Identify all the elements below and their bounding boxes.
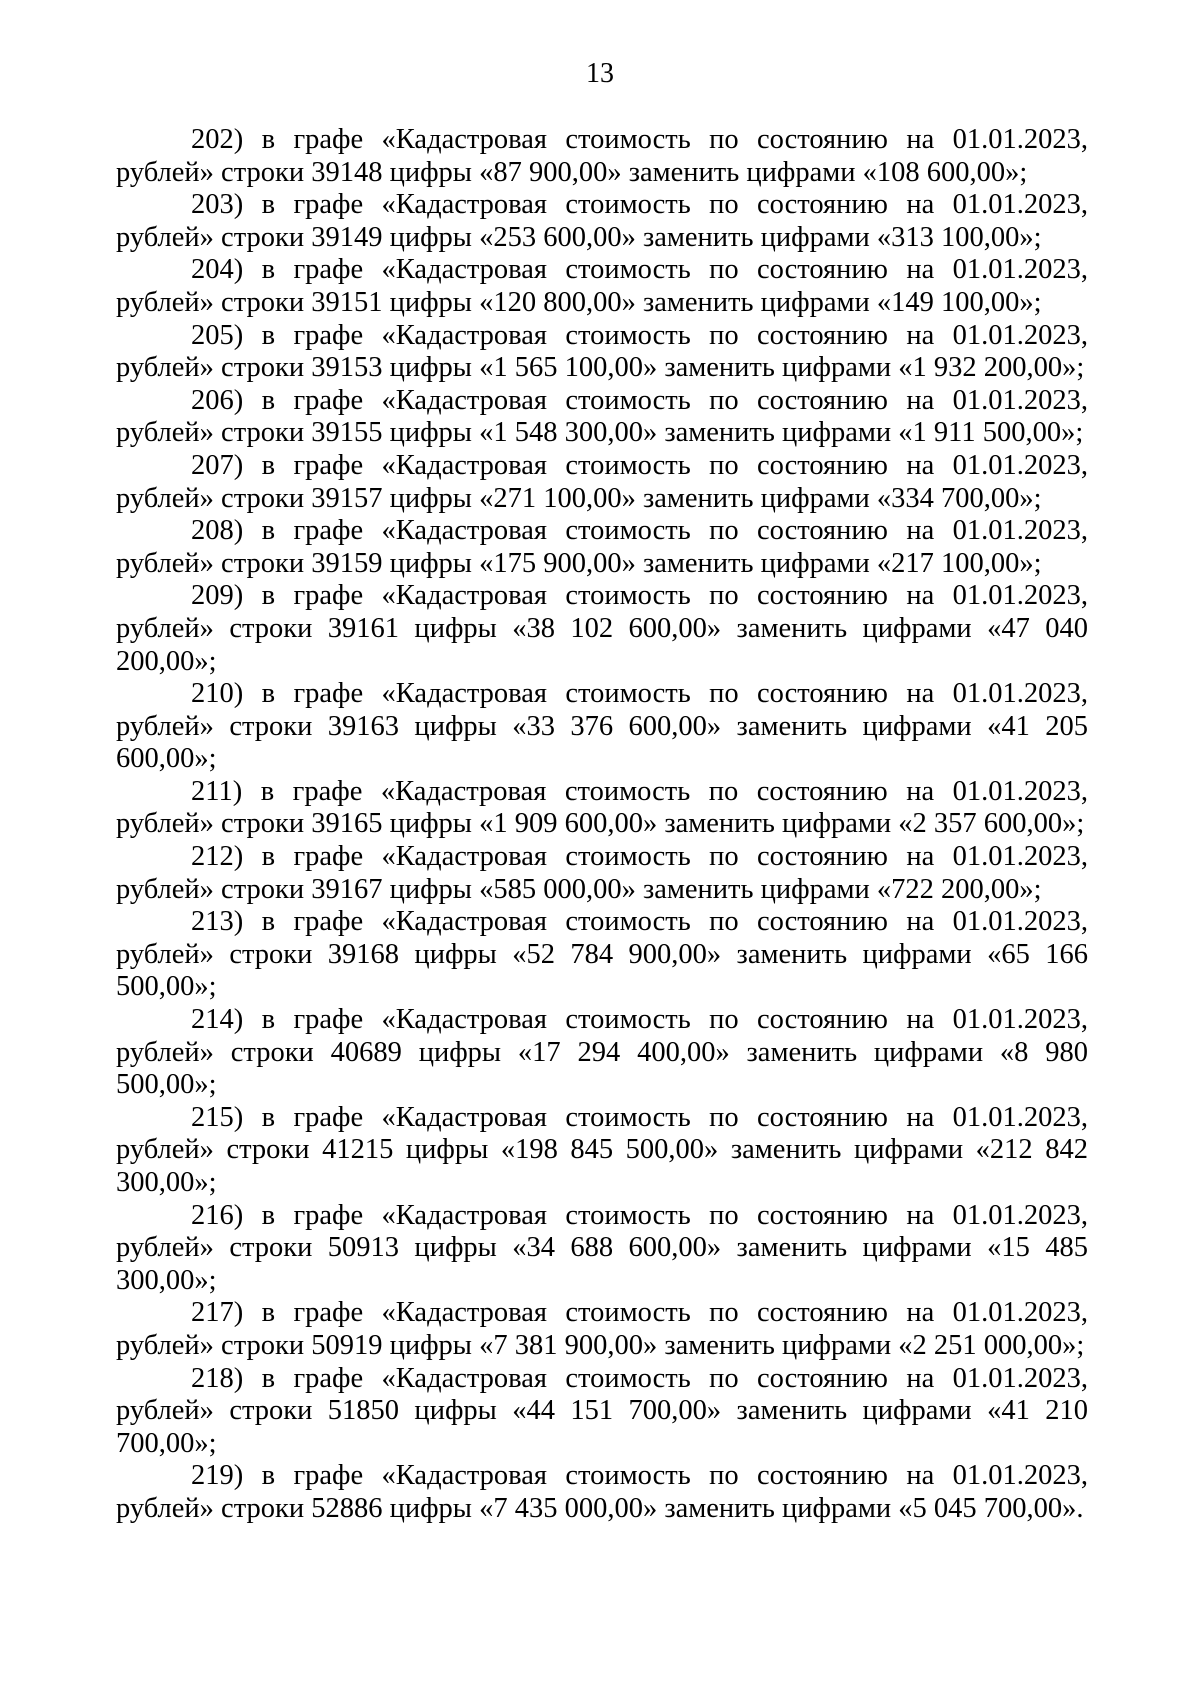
amendment-item-212: 212) в графе «Кадастровая стоимость по состоянию на 01.01.2023, рублей» строки 39167 цифры «585 000,00» заменить цифрами «722 200,00»; <box>116 841 1088 905</box>
amendment-item-219: 219) в графе «Кадастровая стоимость по состоянию на 01.01.2023, рублей» строки 52886 цифры «7 435 000,00» заменить цифрами «5 045 700,00». <box>116 1460 1088 1524</box>
amendment-item-214: 214) в графе «Кадастровая стоимость по состоянию на 01.01.2023, рублей» строки 40689 цифры «17 294 400,00» заменить цифрами «8 980 500,00»; <box>116 1004 1088 1101</box>
amendment-item-204: 204) в графе «Кадастровая стоимость по состоянию на 01.01.2023, рублей» строки 39151 цифры «120 800,00» заменить цифрами «149 100,00»; <box>116 254 1088 318</box>
amendment-item-203: 203) в графе «Кадастровая стоимость по состоянию на 01.01.2023, рублей» строки 39149 цифры «253 600,00» заменить цифрами «313 100,00»; <box>116 189 1088 253</box>
amendment-item-218: 218) в графе «Кадастровая стоимость по состоянию на 01.01.2023, рублей» строки 51850 цифры «44 151 700,00» заменить цифрами «41 210 700,00»; <box>116 1362 1088 1459</box>
document-body <box>116 124 1088 1526</box>
amendment-item-209: 209) в графе «Кадастровая стоимость по состоянию на 01.01.2023, рублей» строки 39161 цифры «38 102 600,00» заменить цифрами «47 040 200,00»; <box>116 580 1088 677</box>
amendment-item-213: 213) в графе «Кадастровая стоимость по состоянию на 01.01.2023, рублей» строки 39168 цифры «52 784 900,00» заменить цифрами «65 166 500,00»; <box>116 906 1088 1003</box>
amendment-item-215: 215) в графе «Кадастровая стоимость по состоянию на 01.01.2023, рублей» строки 41215 цифры «198 845 500,00» заменить цифрами «212 842 300,00»; <box>116 1101 1088 1198</box>
amendment-item-206: 206) в графе «Кадастровая стоимость по состоянию на 01.01.2023, рублей» строки 39155 цифры «1 548 300,00» заменить цифрами «1 911 500,00»; <box>116 384 1088 449</box>
amendment-item-210: 210) в графе «Кадастровая стоимость по состоянию на 01.01.2023, рублей» строки 39163 цифры «33 376 600,00» заменить цифрами «41 205 600,00»; <box>116 678 1088 775</box>
amendment-item-202: 202) в графе «Кадастровая стоимость по состоянию на 01.01.2023, рублей» строки 39148 цифры «87 900,00» заменить цифрами «108 600,00»; <box>116 124 1088 188</box>
page-number: 13 <box>586 58 614 89</box>
amendment-item-217: 217) в графе «Кадастровая стоимость по состоянию на 01.01.2023, рублей» строки 50919 цифры «7 381 900,00» заменить цифрами «2 251 000,00»; <box>116 1297 1088 1361</box>
amendment-item-211: 211) в графе «Кадастровая стоимость по состоянию на 01.01.2023, рублей» строки 39165 цифры «1 909 600,00» заменить цифрами «2 357 600,00»; <box>116 775 1088 840</box>
amendment-item-216: 216) в графе «Кадастровая стоимость по состоянию на 01.01.2023, рублей» строки 50913 цифры «34 688 600,00» заменить цифрами «15 485 300,00»; <box>116 1199 1088 1296</box>
amendment-item-208: 208) в графе «Кадастровая стоимость по состоянию на 01.01.2023, рублей» строки 39159 цифры «175 900,00» заменить цифрами «217 100,00»; <box>116 515 1088 579</box>
amendment-item-205: 205) в графе «Кадастровая стоимость по состоянию на 01.01.2023, рублей» строки 39153 цифры «1 565 100,00» заменить цифрами «1 932 200,00»; <box>116 319 1088 384</box>
amendment-item-207: 207) в графе «Кадастровая стоимость по состоянию на 01.01.2023, рублей» строки 39157 цифры «271 100,00» заменить цифрами «334 700,00»; <box>116 449 1088 514</box>
